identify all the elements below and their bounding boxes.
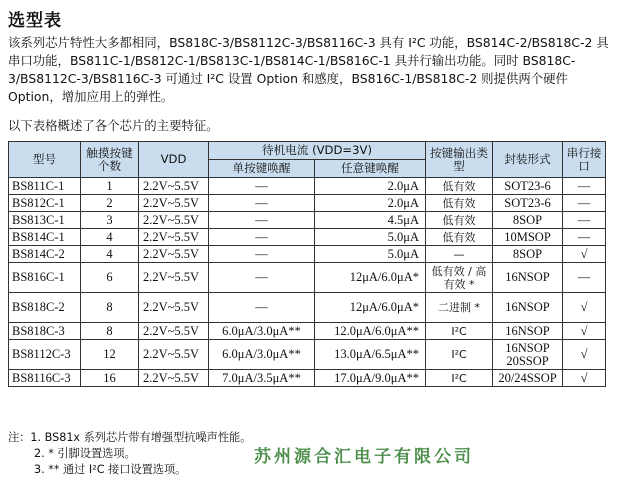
cell-vdd: 2.2V~5.5V <box>139 323 209 340</box>
cell-package: 16NSOP <box>493 323 563 340</box>
cell-output: 低有效 / 高有效 * <box>426 263 493 293</box>
cell-keys: 8 <box>81 323 139 340</box>
cell-vdd: 2.2V~5.5V <box>139 212 209 229</box>
table-row <box>9 263 606 293</box>
page-title: 选型表 <box>8 11 62 31</box>
cell-output: I²C <box>426 370 493 387</box>
cell-package: 16NSOP 20SSOP <box>493 340 563 370</box>
cell-any: 2.0μA <box>315 178 426 195</box>
note-item: 3. ** 通过 I²C 接口设置选项。 <box>34 463 187 476</box>
cell-vdd: 2.2V~5.5V <box>139 370 209 387</box>
cell-package: 20/24SSOP <box>493 370 563 387</box>
cell-package: 8SOP <box>493 246 563 263</box>
cell-keys: 1 <box>81 178 139 195</box>
cell-model: BS813C-1 <box>9 212 81 229</box>
cell-any: 2.0μA <box>315 195 426 212</box>
cell-package: 16NSOP <box>493 293 563 323</box>
cell-serial: √ <box>563 323 606 340</box>
cell-single: — <box>209 293 315 323</box>
cell-vdd: 2.2V~5.5V <box>139 263 209 293</box>
cell-vdd: 2.2V~5.5V <box>139 178 209 195</box>
cell-model: BS814C-1 <box>9 229 81 246</box>
table-row <box>9 195 606 212</box>
cell-keys: 6 <box>81 263 139 293</box>
table-intro: 以下表格概述了各个芯片的主要特征。 <box>8 118 219 133</box>
cell-serial: — <box>563 229 606 246</box>
cell-any: 13.0μA/6.5μA** <box>315 340 426 370</box>
cell-keys: 16 <box>81 370 139 387</box>
cell-any: 5.0μA <box>315 246 426 263</box>
header-serial: 串行接口 <box>563 142 606 178</box>
notes <box>8 430 251 478</box>
cell-output: 低有效 <box>426 178 493 195</box>
cell-serial: — <box>563 212 606 229</box>
cell-model: BS812C-1 <box>9 195 81 212</box>
note-item: 1. BS81x 系列芯片带有增强型抗噪声性能。 <box>30 431 252 444</box>
cell-package: SOT23-6 <box>493 195 563 212</box>
header-standby: 待机电流 (VDD=3V) <box>209 142 426 160</box>
cell-vdd: 2.2V~5.5V <box>139 340 209 370</box>
cell-keys: 8 <box>81 293 139 323</box>
cell-serial: — <box>563 195 606 212</box>
cell-output: I²C <box>426 340 493 370</box>
table-row <box>9 293 606 323</box>
cell-model: BS8112C-3 <box>9 340 81 370</box>
table-row <box>9 340 606 370</box>
table-row <box>9 246 606 263</box>
cell-any: 12μA/6.0μA* <box>315 263 426 293</box>
description-paragraph: 该系列芯片特性大多都相同，BS818C-3/BS8112C-3/BS8116C-3 具有 I²C 功能，BS814C-2/BS818C-2 具串口功能，BS811C-1/BS812C-1/BS813C-1/BS814C-1/BS816C-1 具并行输出功能。同时 BS818C-3/BS8112C-3/BS8116C-3 可通过 I²C 设置 Option 和感度，BS816C-1/BS818C-2 则提供两个硬件 Option，增加应用上的弹性。 <box>8 35 609 104</box>
cell-any: 17.0μA/9.0μA** <box>315 370 426 387</box>
note-item: 2. * 引脚设置选项。 <box>34 447 136 460</box>
table-row <box>9 178 606 195</box>
cell-vdd: 2.2V~5.5V <box>139 229 209 246</box>
cell-output: — <box>426 246 493 263</box>
header-single-key: 单按键唤醒 <box>209 160 315 178</box>
cell-serial: √ <box>563 293 606 323</box>
cell-keys: 3 <box>81 212 139 229</box>
cell-serial: √ <box>563 370 606 387</box>
header-model: 型号 <box>9 142 81 178</box>
cell-package: SOT23-6 <box>493 178 563 195</box>
table-row <box>9 370 606 387</box>
cell-single: — <box>209 212 315 229</box>
cell-output: 二进制 * <box>426 293 493 323</box>
table-row <box>9 323 606 340</box>
cell-serial: — <box>563 263 606 293</box>
cell-output: 低有效 <box>426 195 493 212</box>
cell-vdd: 2.2V~5.5V <box>139 293 209 323</box>
cell-model: BS818C-2 <box>9 293 81 323</box>
cell-single: — <box>209 178 315 195</box>
cell-single: 6.0μA/3.0μA** <box>209 340 315 370</box>
cell-serial: √ <box>563 246 606 263</box>
cell-keys: 4 <box>81 229 139 246</box>
cell-output: 低有效 <box>426 229 493 246</box>
cell-output: 低有效 <box>426 212 493 229</box>
table-row <box>9 212 606 229</box>
cell-model: BS818C-3 <box>9 323 81 340</box>
table-row <box>9 229 606 246</box>
cell-serial: √ <box>563 340 606 370</box>
cell-keys: 12 <box>81 340 139 370</box>
cell-any: 5.0μA <box>315 229 426 246</box>
cell-any: 12.0μA/6.0μA** <box>315 323 426 340</box>
cell-keys: 4 <box>81 246 139 263</box>
cell-model: BS814C-2 <box>9 246 81 263</box>
header-vdd: VDD <box>139 142 209 178</box>
cell-single: 7.0μA/3.5μA** <box>209 370 315 387</box>
cell-model: BS8116C-3 <box>9 370 81 387</box>
cell-package: 16NSOP <box>493 263 563 293</box>
header-output: 按键输出类型 <box>426 142 493 178</box>
header-keys: 触摸按键个数 <box>81 142 139 178</box>
cell-vdd: 2.2V~5.5V <box>139 195 209 212</box>
cell-single: — <box>209 229 315 246</box>
header-any-key: 任意键唤醒 <box>315 160 426 178</box>
cell-keys: 2 <box>81 195 139 212</box>
cell-output: I²C <box>426 323 493 340</box>
cell-single: — <box>209 195 315 212</box>
cell-package: 8SOP <box>493 212 563 229</box>
cell-any: 12μA/6.0μA* <box>315 293 426 323</box>
watermark: 苏州源合汇电子有限公司 <box>254 447 474 467</box>
header-package: 封装形式 <box>493 142 563 178</box>
cell-vdd: 2.2V~5.5V <box>139 246 209 263</box>
cell-serial: — <box>563 178 606 195</box>
cell-single: — <box>209 246 315 263</box>
cell-model: BS811C-1 <box>9 178 81 195</box>
selection-table <box>8 141 606 387</box>
cell-any: 4.5μA <box>315 212 426 229</box>
notes-label: 注： <box>8 431 31 444</box>
cell-single: — <box>209 263 315 293</box>
cell-package: 10MSOP <box>493 229 563 246</box>
cell-model: BS816C-1 <box>9 263 81 293</box>
cell-single: 6.0μA/3.0μA** <box>209 323 315 340</box>
